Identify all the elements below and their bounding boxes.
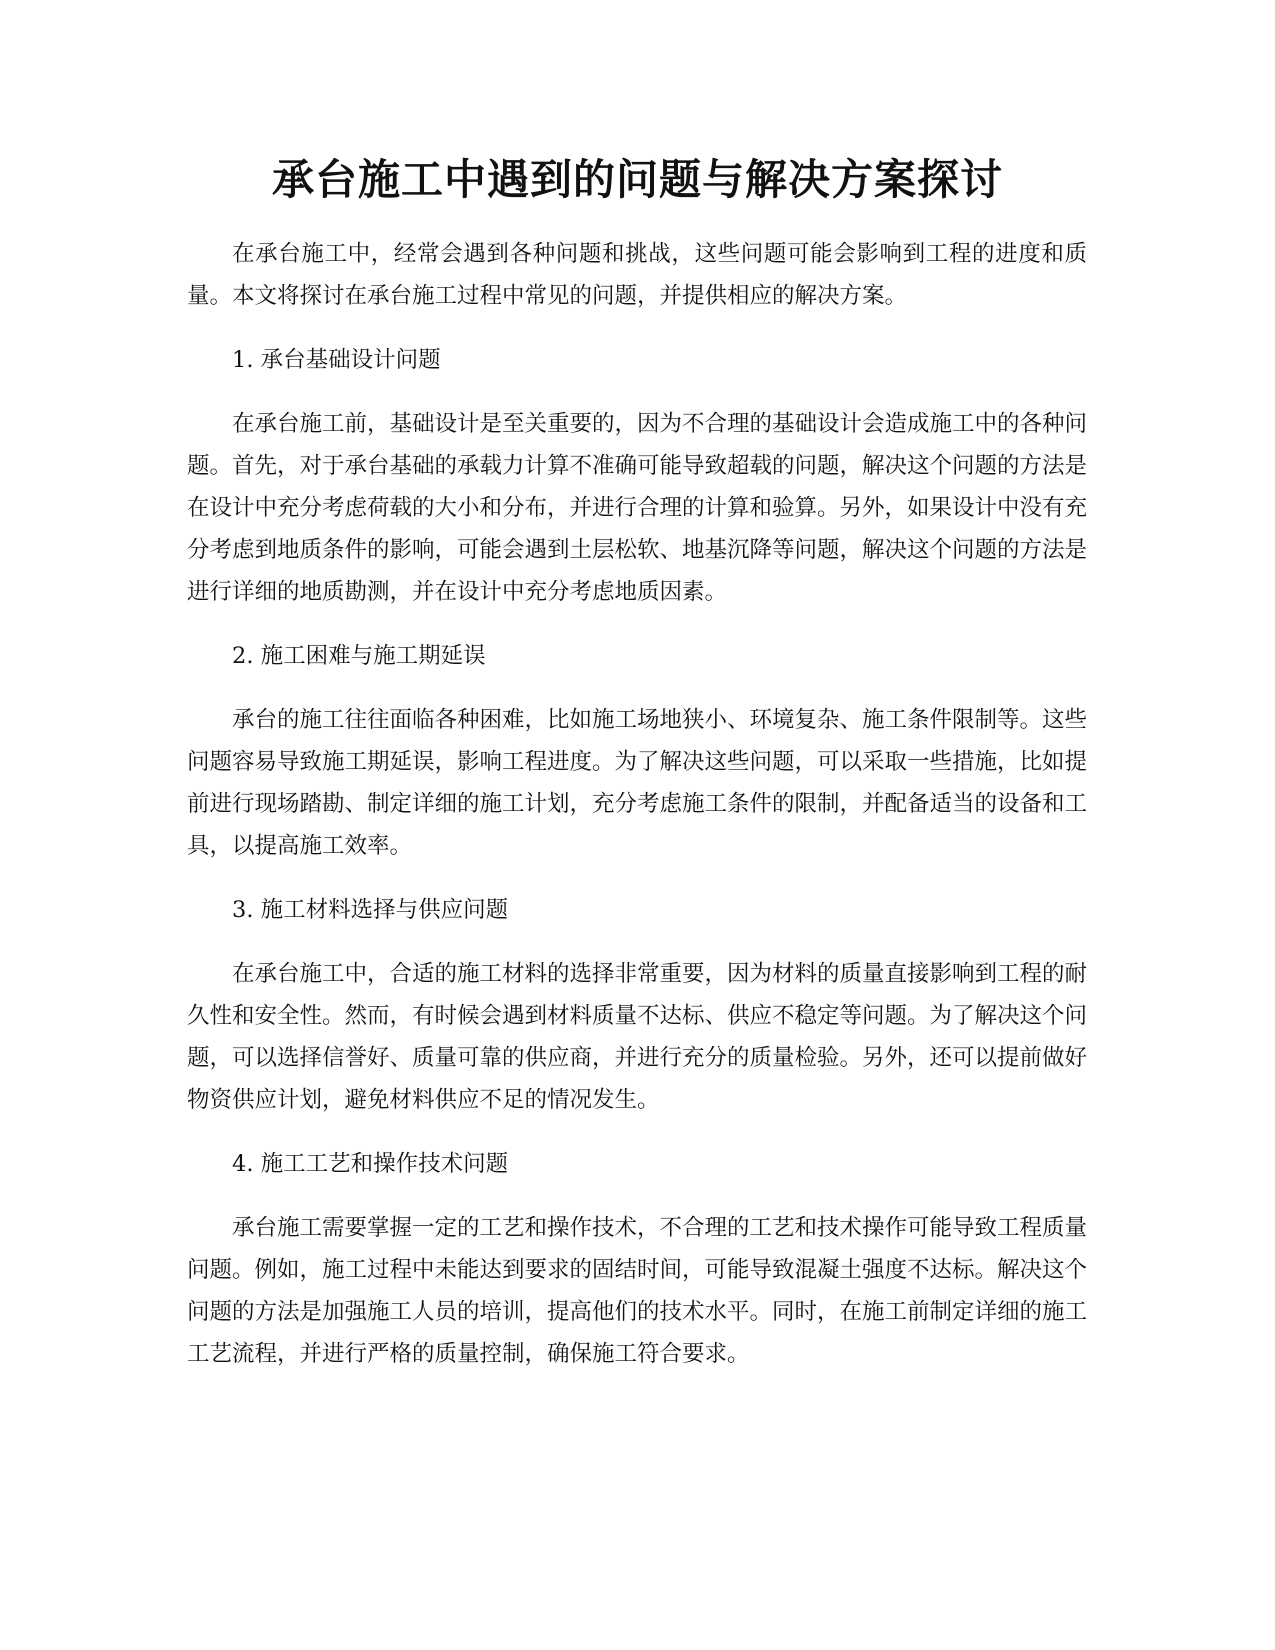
section-heading-3: 3. 施工材料选择与供应问题	[232, 897, 509, 923]
document-title: 承台施工中遇到的问题与解决方案探讨	[271, 155, 1003, 204]
section-body-4: 承台施工需要掌握一定的工艺和操作技术，不合理的工艺和技术操作可能导致工程质量问题。例如，施工过程中未能达到要求的固结时间，可能导致混凝土强度不达标。解决这个问题的方法是加强施工人员的培训，提高他们的技术水平。同时，在施工前制定详细的施工工艺流程，并进行严格的质量控制，确保施工符合要求。	[187, 1215, 1088, 1367]
section-body-2: 承台的施工往往面临各种困难，比如施工场地狭小、环境复杂、施工条件限制等。这些问题容易导致施工期延误，影响工程进度。为了解决这些问题，可以采取一些措施，比如提前进行现场踏勘、制定详细的施工计划，充分考虑施工条件的限制，并配备适当的设备和工具，以提高施工效率。	[187, 707, 1088, 859]
intro-paragraph: 在承台施工中，经常会遇到各种问题和挑战，这些问题可能会影响到工程的进度和质量。本文将探讨在承台施工过程中常见的问题，并提供相应的解决方案。	[187, 241, 1087, 309]
section-heading-2: 2. 施工困难与施工期延误	[232, 643, 486, 669]
section-heading-1: 1. 承台基础设计问题	[232, 347, 441, 373]
document-body	[187, 233, 1087, 1397]
section-body-1: 在承台施工前，基础设计是至关重要的，因为不合理的基础设计会造成施工中的各种问题。首先，对于承台基础的承载力计算不准确可能导致超载的问题，解决这个问题的方法是在设计中充分考虑荷载的大小和分布，并进行合理的计算和验算。另外，如果设计中没有充分考虑到地质条件的影响，可能会遇到土层松软、地基沉降等问题，解决这个问题的方法是进行详细的地质勘测，并在设计中充分考虑地质因素。	[187, 411, 1088, 605]
section-heading-4: 4. 施工工艺和操作技术问题	[232, 1151, 509, 1177]
section-body-3: 在承台施工中，合适的施工材料的选择非常重要，因为材料的质量直接影响到工程的耐久性和安全性。然而，有时候会遇到材料质量不达标、供应不稳定等问题。为了解决这个问题，可以选择信誉好、质量可靠的供应商，并进行充分的质量检验。另外，还可以提前做好物资供应计划，避免材料供应不足的情况发生。	[187, 961, 1088, 1113]
